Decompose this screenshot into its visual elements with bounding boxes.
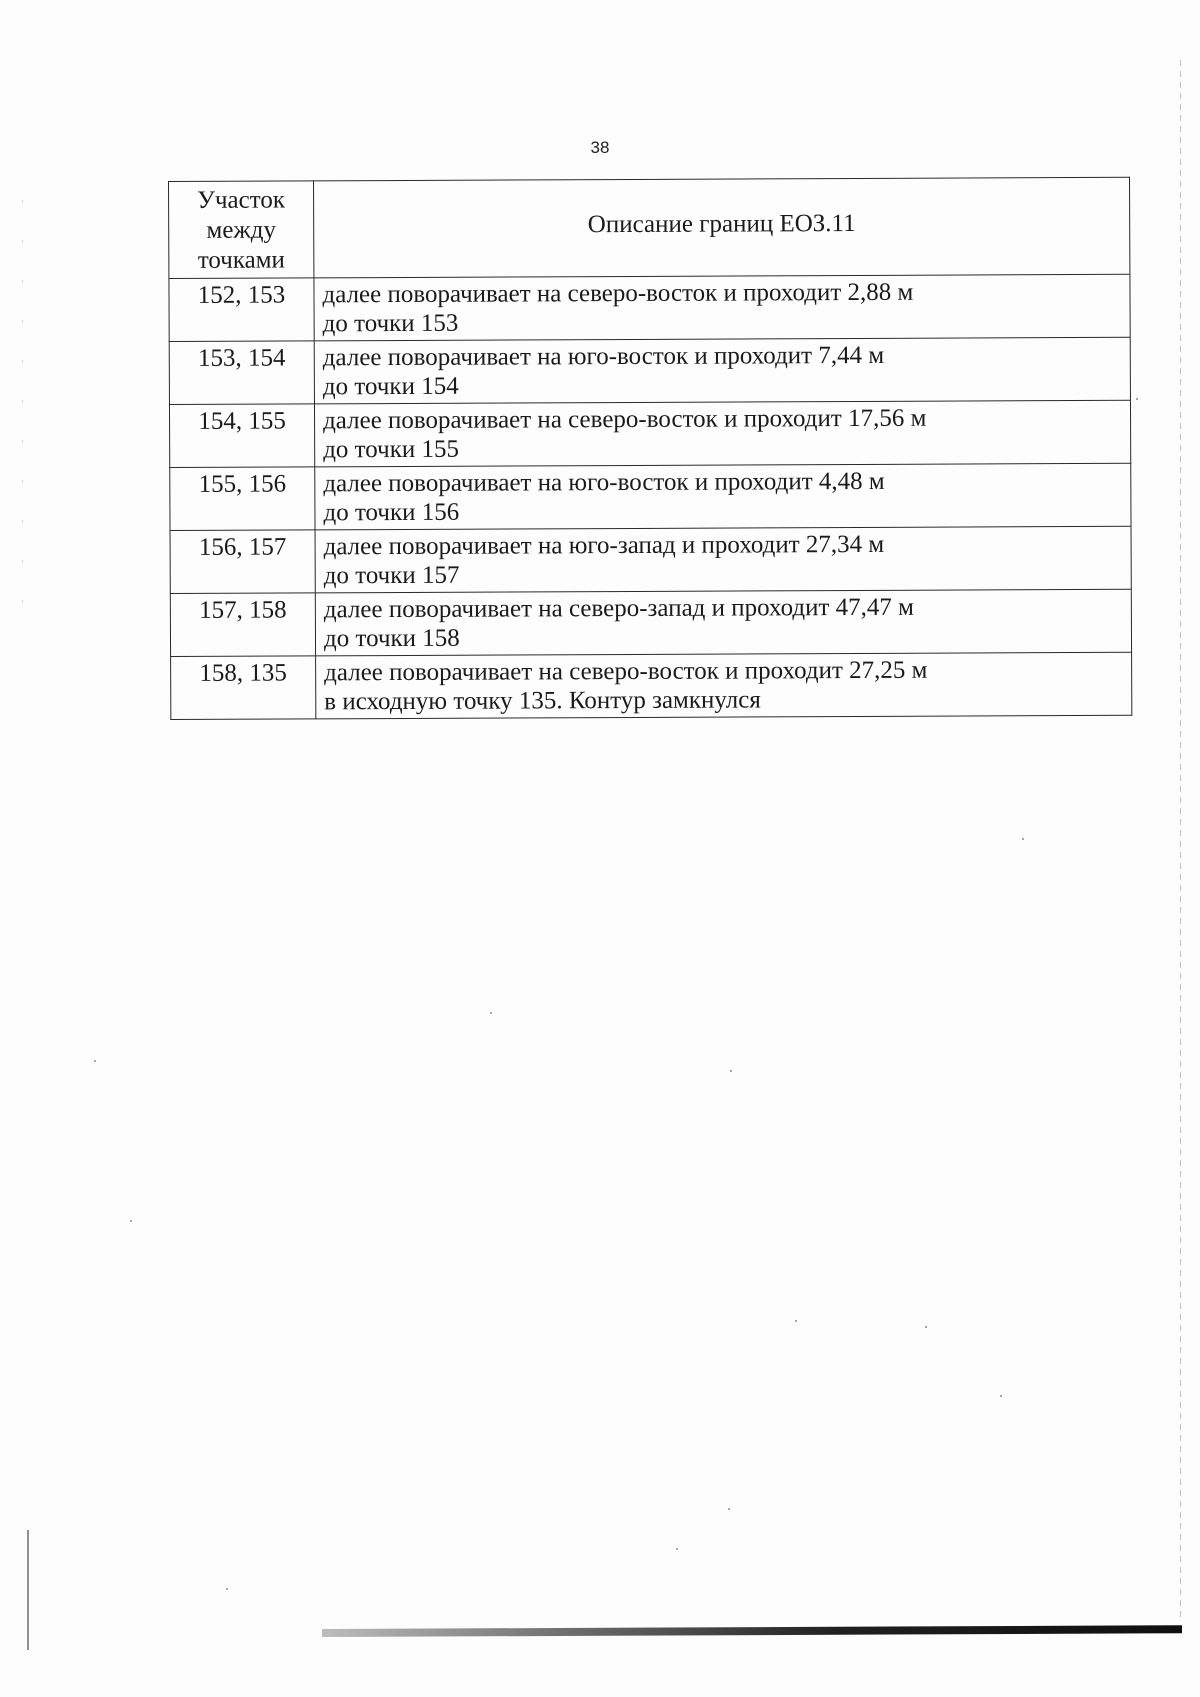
table-row: [169, 274, 1130, 341]
description-line: в исходную точку 135. Контур замкнулся: [324, 686, 761, 716]
header-segment-line: между: [206, 216, 276, 244]
description-line: далее поворачивает на северо-восток и проходит 27,25 м: [324, 656, 928, 687]
scan-speck: [490, 1012, 492, 1014]
table-row: [171, 652, 1132, 719]
scan-edge-dots: [22, 200, 23, 620]
scan-speck: [1136, 398, 1138, 400]
segment-cell: 158, 135: [171, 656, 316, 720]
boundary-description-table: [168, 177, 1132, 720]
segment-cell: 156, 157: [170, 530, 315, 594]
segment-cell: 154, 155: [169, 404, 314, 468]
scan-speck: [795, 1320, 797, 1322]
scan-speck: [730, 1070, 732, 1072]
description-cell: [314, 337, 1130, 404]
description-cell: [315, 589, 1131, 656]
table-row: [169, 400, 1130, 467]
scan-edge-line: [27, 1530, 29, 1650]
description-cell: [314, 400, 1130, 467]
scan-speck: [728, 1508, 730, 1510]
scan-speck: [226, 1588, 228, 1590]
scan-speck: [676, 1548, 678, 1550]
description-line: далее поворачивает на юго-восток и проходит 7,44 м: [322, 341, 885, 372]
description-line: далее поворачивает на северо-восток и проходит 2,88 м: [322, 278, 914, 309]
segment-cell: 152, 153: [169, 278, 314, 342]
description-line: далее поворачивает на северо-восток и проходит 17,56 м: [322, 404, 927, 435]
header-segment-line: точками: [197, 246, 285, 274]
description-line: далее поворачивает на северо-запад и проходит 47,47 м: [323, 593, 914, 624]
description-line: до точки 154: [322, 372, 459, 401]
segment-cell: 153, 154: [169, 341, 314, 405]
scan-bottom-shadow: [322, 1625, 1182, 1637]
table-row: [169, 337, 1130, 404]
description-cell: [315, 526, 1131, 593]
description-line: до точки 157: [323, 561, 460, 590]
page-number: 38: [590, 138, 610, 157]
table-row: [170, 526, 1131, 593]
description-line: до точки 156: [323, 498, 460, 527]
scan-speck: [1022, 838, 1024, 840]
header-segment-between-points: [169, 181, 314, 279]
scan-speck: [94, 1060, 96, 1062]
description-line: до точки 158: [323, 624, 460, 653]
segment-cell: 155, 156: [170, 467, 315, 531]
segment-cell: 157, 158: [170, 593, 315, 657]
scan-speck: [130, 1220, 132, 1222]
description-cell: [316, 652, 1132, 719]
table-row: [170, 589, 1131, 656]
description-cell: [315, 463, 1131, 530]
scan-speck: [1000, 1395, 1002, 1397]
description-line: до точки 155: [323, 435, 460, 464]
header-boundary-description: Описание границ ЕОЗ.11: [314, 177, 1130, 278]
header-segment-line: Участок: [197, 186, 286, 214]
scan-edge-line: [1180, 60, 1181, 1620]
description-line: далее поворачивает на юго-запад и проходит 27,34 м: [323, 530, 885, 561]
description-cell: [314, 274, 1130, 341]
table-row: [170, 463, 1131, 530]
description-line: далее поворачивает на юго-восток и проходит 4,48 м: [323, 467, 885, 498]
scan-speck: [925, 1326, 927, 1328]
description-line: до точки 153: [322, 309, 459, 338]
table-header-row: [169, 177, 1130, 278]
